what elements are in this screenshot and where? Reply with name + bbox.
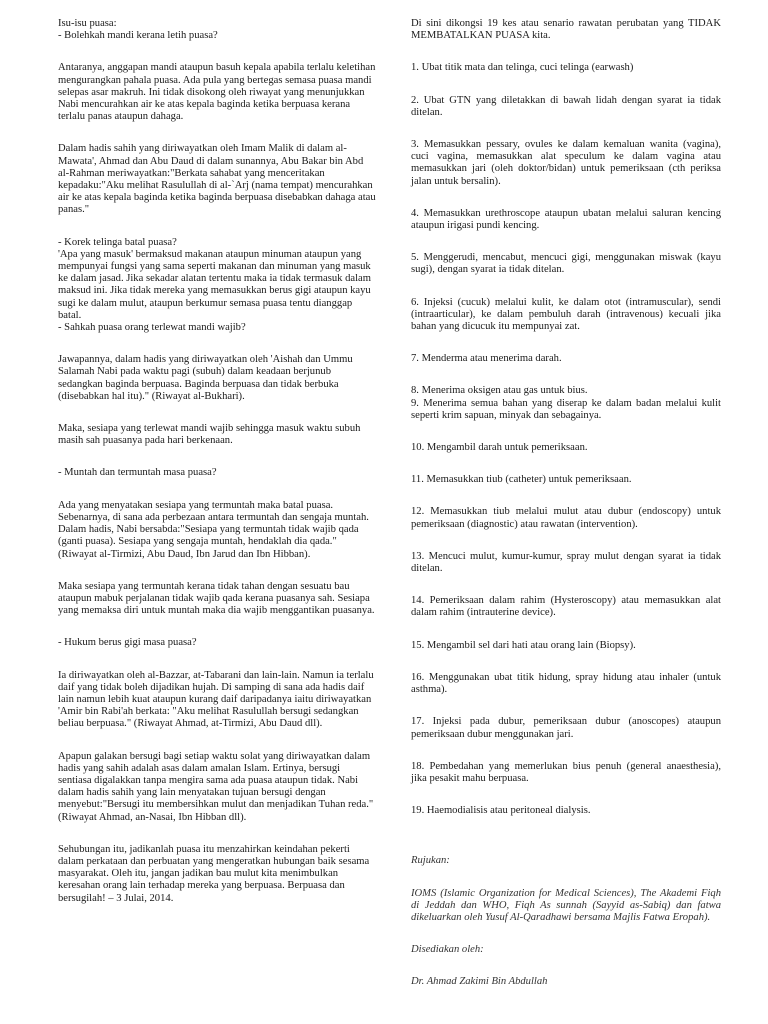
list-item: 18. Pembedahan yang memerlukan bius penuh (general anaesthesia), jika pesakit mahu berpuasa. <box>411 760 721 784</box>
paragraph: Dalam hadis sahih yang diriwayatkan oleh Imam Malik di dalam al-Mawata', Ahmad dan Abu Daud di dalam sunannya, Abu Bakar bin Abd al-Rahman meriwayatkan:"Berkata sahabat yang menceritakan kepadaku:"Aku melihat Rasulullah di al-`Arj (nama tempat) mencurahkan air ke atas kepala baginda ketika baginda berpuasa disebabkan dahaga atau panas." <box>58 143 376 216</box>
issues-heading <box>58 18 376 42</box>
question-heading: - Muntah dan termuntah masa puasa? <box>58 467 217 479</box>
list-item: 14. Pemeriksaan dalam rahim (Hysteroscopy) atau memasukkan alat dalam rahim (intrauterine device). <box>411 595 721 619</box>
paragraph-group <box>58 237 376 335</box>
paragraph: Maka, sesiapa yang terlewat mandi wajib sehingga masuk waktu subuh masih sah puasanya pada hari berkenaan. <box>58 423 361 447</box>
prepared-by-label: Disediakan oleh: <box>411 944 484 956</box>
list-item: 2. Ubat GTN yang diletakkan di bawah lidah dengan syarat ia tidak ditelan. <box>411 94 721 118</box>
list-item: 10. Mengambil darah untuk pemeriksaan. <box>411 442 588 454</box>
list-item: 6. Injeksi (cucuk) melalui kulit, ke dalam otot (intramuscular), sendi (intraarticular), ke dalam pembuluh darah (intravenous) kecuali jika bahan yang dicucuk itu mempunyai zat. <box>411 296 721 333</box>
list-item: 12. Memasukkan tiub melalui mulut atau dubur (endoscopy) untuk pemeriksaan (diagnostic) atau rawatan (intervention). <box>411 506 721 530</box>
list-item: 7. Menderma atau menerima darah. <box>411 353 562 365</box>
list-item: 17. Injeksi pada dubur, pemeriksaan dubur (anoscopes) ataupun pemeriksaan dubur menggunakan jari. <box>411 716 721 740</box>
right-column <box>411 18 721 1000</box>
paragraph: Ia diriwayatkan oleh al-Bazzar, at-Tabarani dan lain-lain. Namun ia terlalu daif yang tidak boleh dijadikan hujah. Di samping di sana ada hadis daif lain namun lebih kuat ataupun kurang daif daripadanya iaitu diriwayatkan 'Amir bin Rabi'ah berkata: "Aku melihat Rasulullah bersugi sedangkan beliau berpuasa." (Riwayat Ahmad, at-Tirmizi, Abu Daud dll). <box>58 669 374 730</box>
list-item: 9. Menerima semua bahan yang diserap ke dalam badan melalui kulit seperti krim sapuan, minyak dan sebagainya. <box>411 397 721 421</box>
list-item: 15. Mengambil sel dari hati atau orang lain (Biopsy). <box>411 639 636 651</box>
list-item: 11. Memasukkan tiub (catheter) untuk pemeriksaan. <box>411 474 632 486</box>
list-item-group <box>411 385 721 422</box>
paragraph: Sehubungan itu, jadikanlah puasa itu menzahirkan keindahan pekerti dalam perkataan dan perbuatan yang mengeratkan hubungan baik sesama masyarakat. Oleh itu, jangan jadikan bau mulut kita menimbulkan keresahan orang lain terhadap mereka yang berpuasa. Berpuasa dan bersugilah! – 3 Julai, 2014. <box>58 843 370 904</box>
paragraph: Antaranya, anggapan mandi ataupun basuh kepala apabila terlalu keletihan mengurangkan pahala puasa. Ada pula yang bertegas semasa puasa mandi selepas asar makruh. Ini tidak disokong oleh riwayat yang menunjukkan Nabi mencurahkan air ke atas kepala baginda ketika berpuasa kerana terlalu panas ataupun dahaga. <box>58 62 376 123</box>
question-heading: - Hukum berus gigi masa puasa? <box>58 637 197 649</box>
paragraph: Ada yang menyatakan sesiapa yang termuntah maka batal puasa. Sebenarnya, di sana ada perbezaan antara termuntah dan sengaja muntah. Dalam hadis, Nabi bersabda:"Sesiapa yang termuntah tidak wajib qada (ganti puasa). Sesiapa yang sengaja muntah, hendaklah dia qada." (Riwayat al-Tirmizi, Abu Daud, Ibn Jarud dan Ibn Hibban). <box>58 499 369 560</box>
left-column <box>58 18 376 916</box>
list-item: 4. Memasukkan urethroscope ataupun ubatan melalui saluran kencing ataupun irigasi pundi kencing. <box>411 207 721 232</box>
paragraph: Apapun galakan bersugi bagi setiap waktu solat yang diriwayatkan dalam hadis yang sahih adalah asas dalam amalan Islam. Ertinya, bersugi sentiasa digalakkan tanpa mengira sama ada puasa ataupun tidak. Nabi dalam hadis sahih yang lain menyatakan tujuan bersugi dengan menyebut:"Bersugi itu membersihkan mulut dan menjadikan Tuhan reda." (Riwayat Ahmad, an-Nasai, Ibn Hibban dll). <box>58 750 374 823</box>
intro-paragraph: Di sini dikongsi 19 kes atau senario rawatan perubatan yang TIDAK MEMBATALKAN PUASA kita. <box>411 18 721 42</box>
list-item: 3. Memasukkan pessary, ovules ke dalam kemaluan wanita (vagina), cuci vagina, memasukkan alat speculum ke dalam vagina atau memasukkan jari (oleh doktor/bidan) untuk pemeriksaan (cth periksa jalan untuk bersalin). <box>411 139 721 187</box>
list-item: 8. Menerima oksigen atau gas untuk bius. <box>411 385 588 397</box>
list-item: 1. Ubat titik mata dan telinga, cuci telinga (earwash) <box>411 62 634 74</box>
paragraph: Jawapannya, dalam hadis yang diriwayatkan oleh 'Aishah dan Ummu Salamah Nabi pada waktu pagi (subuh) dalam keadaan berjunub sedangkan baginda berpuasa. Baginda berpuasa dan tidak berbuka (disebabkan hal itu)." (Riwayat al-Bukhari). <box>58 354 353 402</box>
list-item: 13. Mencuci mulut, kumur-kumur, spray mulut dengan syarat ia tidak ditelan. <box>411 550 721 575</box>
author-name: Dr. Ahmad Zakimi Bin Abdullah <box>411 976 548 988</box>
list-item: 19. Haemodialisis atau peritoneal dialysis. <box>411 805 591 817</box>
paragraph: Maka sesiapa yang termuntah kerana tidak tahan dengan sesuatu bau ataupun mabuk perjalanan tidak wajib qada kerana puasanya sah. Sesiapa yang memaksa diri untuk muntah maka dia wajib menggantikan puasanya. <box>58 580 375 617</box>
list-item: 5. Menggerudi, mencabut, mencuci gigi, menggunakan miswak (kayu sugi), dengan syarat ia tidak ditelan. <box>411 252 721 276</box>
list-item: 16. Menggunakan ubat titik hidung, spray hidung atau inhaler (untuk asthma). <box>411 671 721 696</box>
reference-text: IOMS (Islamic Organization for Medical Sciences), The Akademi Fiqh di Jeddah dan WHO, Fiqh As sunnah (Sayyid as-Sabiq) dan fatwa dikeluarkan oleh Yusuf Al-Qaradhawi bersama Majlis Fatwa Eropah). <box>411 887 721 923</box>
question-line: - Bolehkah mandi kerana letih puasa? <box>58 30 218 42</box>
reference-label: Rujukan: <box>411 855 450 867</box>
question-line: - Sahkah puasa orang terlewat mandi wajib? <box>58 322 246 334</box>
question-line: - Korek telinga batal puasa? <box>58 236 177 248</box>
heading-line: Isu-isu puasa: <box>58 18 117 29</box>
paragraph-line: 'Apa yang masuk' bermaksud makanan ataupun minuman ataupun yang mempunyai fungsi yang sama seperti makanan dan minuman yang masuk ke dalam jasad. Jika sekadar alatan tertentu maka ia tidak termasuk dalam maksud ini. Jika tidak mereka yang memasukkan berus gigi ataupun kayu sugi ke dalam mulut, ataupun berkumur semasa puasa tentu dianggap batal. <box>58 248 371 321</box>
